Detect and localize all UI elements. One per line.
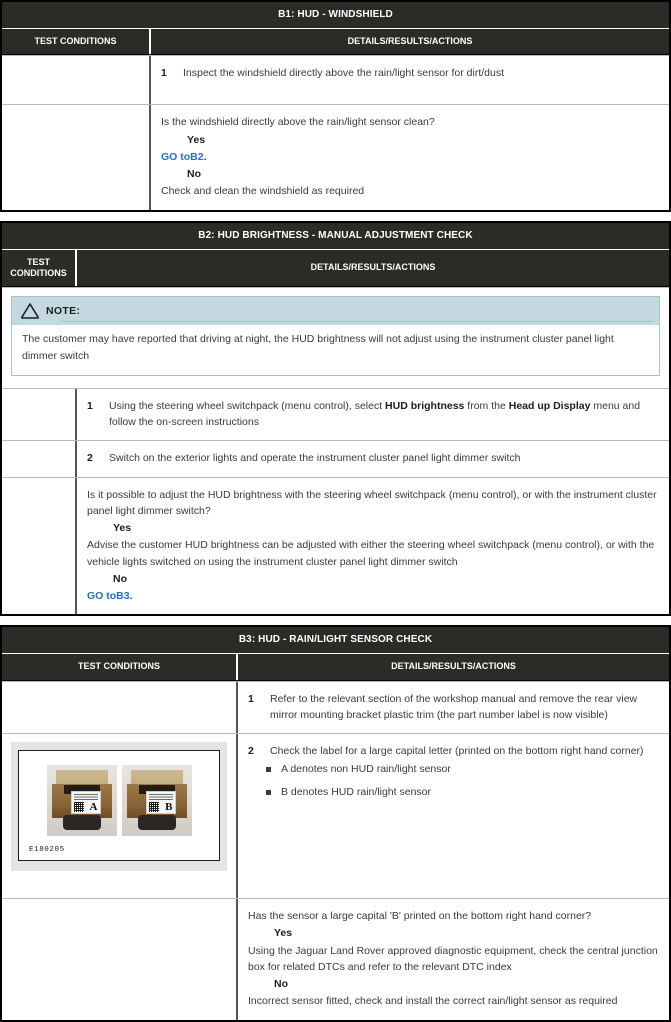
column-header-test-conditions: TEST CONDITIONS <box>2 654 238 679</box>
note-body: The customer may have reported that driving at night, the HUD brightness will not adjust using the instrument cluster panel light dimmer switch <box>12 325 659 375</box>
warning-triangle-icon <box>20 302 46 319</box>
yes-action: Advise the customer HUD brightness can be adjusted with either the steering wheel switchpack (menu control), or with the vehicle lights switched on using the instrument cluster panel light dimmer switch <box>87 539 655 568</box>
column-header-test-conditions: TEST CONDITIONS <box>2 250 77 287</box>
goto-link-suffix: . <box>203 150 207 163</box>
photo-label-datamatrix <box>149 802 159 812</box>
test-conditions-cell <box>2 682 238 734</box>
photo-part-label <box>146 791 176 814</box>
table-row <box>2 104 669 209</box>
yes-action: Using the Jaguar Land Rover approved diagnostic equipment, check the central junction box for related DTCs and refer to the relevant DTC index <box>248 944 658 973</box>
note-row <box>2 287 669 388</box>
figure-wrapper <box>2 734 236 881</box>
test-conditions-cell <box>2 389 77 441</box>
step-text-part3: menu and follow the on-screen instructions <box>109 399 641 428</box>
step <box>87 398 659 431</box>
section-b1-title: B1: HUD - WINDSHIELD <box>2 2 669 29</box>
section-spacer <box>0 212 671 221</box>
step-text: Switch on the exterior lights and operate the instrument cluster panel light dimmer switch <box>109 452 521 465</box>
step-number: 1 <box>87 399 93 412</box>
note-header <box>12 297 659 325</box>
section-b2-title: B2: HUD BRIGHTNESS - MANUAL ADJUSTMENT CHECK <box>2 223 669 250</box>
step-text: Refer to the relevant section of the workshop manual and remove the rear view mirror mounting bracket plastic trim (the part number label is now visible) <box>270 692 638 721</box>
details-cell <box>151 56 669 104</box>
table-row <box>2 55 669 104</box>
test-conditions-cell-figure <box>2 734 238 898</box>
table-row <box>2 388 669 441</box>
step-number: 2 <box>248 745 254 758</box>
details-cell <box>238 682 669 734</box>
figure-inner-frame <box>18 750 220 861</box>
details-cell <box>77 389 669 441</box>
question-text: Is the windshield directly above the rain/light sensor clean? <box>161 116 435 129</box>
no-action <box>87 588 659 604</box>
photo-label-letter: A <box>89 801 98 814</box>
note-box <box>11 296 660 376</box>
section-b1-column-headers <box>2 29 669 55</box>
step-text: Check the label for a large capital letter (printed on the bottom right hand corner) <box>270 745 644 758</box>
sensor-photo-a <box>47 765 117 836</box>
sensor-photos <box>25 765 213 836</box>
answer-no-label: No <box>113 572 127 585</box>
test-conditions-cell <box>2 441 77 476</box>
step-text-bold2: Head up Display <box>508 399 591 412</box>
column-header-details: DETAILS/RESULTS/ACTIONS <box>310 262 436 273</box>
note-label: NOTE: <box>46 304 81 317</box>
no-action: Check and clean the windshield as required <box>161 185 365 198</box>
step <box>248 691 659 724</box>
photo-sensor-base <box>138 815 176 830</box>
list-item: A denotes non HUD rain/light sensor <box>266 762 659 778</box>
no-action: Incorrect sensor fitted, check and install the correct rain/light sensor as required <box>248 995 618 1008</box>
column-header-details: DETAILS/RESULTS/ACTIONS <box>391 661 516 672</box>
step <box>87 450 659 466</box>
goto-link-b2[interactable]: GO toB2 <box>161 150 204 163</box>
step-text: Inspect the windshield directly above the rain/light sensor for dirt/dust <box>183 67 505 80</box>
goto-link-b3[interactable]: GO toB3 <box>87 590 130 603</box>
figure-caption: E180205 <box>29 846 65 855</box>
step-text <box>109 398 659 431</box>
section-b1 <box>0 0 671 212</box>
section-b3-title: B3: HUD - RAIN/LIGHT SENSOR CHECK <box>2 627 669 654</box>
step <box>248 743 659 759</box>
table-row <box>2 898 669 1020</box>
section-b2-column-headers <box>2 250 669 288</box>
sensor-photo-b <box>122 765 192 836</box>
table-row <box>2 681 669 734</box>
answer-no-label: No <box>187 168 201 181</box>
details-cell <box>151 105 669 209</box>
step-text-bold1: HUD brightness <box>385 399 465 412</box>
details-cell <box>238 734 669 898</box>
step-number: 1 <box>248 692 254 705</box>
yes-action <box>161 149 659 165</box>
step-bullet-list <box>248 762 659 801</box>
table-row <box>2 440 669 476</box>
answer-yes-label: Yes <box>274 927 293 940</box>
table-row <box>2 733 669 898</box>
answer-yes-label: Yes <box>113 522 132 535</box>
step-text-part1: Using the steering wheel switchpack (menu control), select <box>109 399 386 412</box>
step-text-part2: from the <box>464 399 509 412</box>
photo-part-label <box>71 791 101 814</box>
photo-sensor-base <box>63 815 101 830</box>
details-cell <box>77 441 669 476</box>
details-cell <box>77 478 669 615</box>
table-row <box>2 477 669 615</box>
photo-label-textlines <box>74 794 98 801</box>
step-number: 2 <box>87 452 93 465</box>
test-conditions-cell <box>2 105 151 209</box>
photo-label-textlines <box>149 794 173 801</box>
photo-label-letter: B <box>165 801 173 814</box>
test-conditions-cell <box>2 478 77 615</box>
section-b3 <box>0 625 671 1021</box>
answer-no-label: No <box>274 978 288 991</box>
goto-link-suffix: . <box>129 590 133 603</box>
column-header-details: DETAILS/RESULTS/ACTIONS <box>347 36 473 46</box>
question-text: Has the sensor a large capital 'B' printed on the bottom right hand corner? <box>248 910 592 923</box>
test-conditions-cell <box>2 56 151 104</box>
figure-outer-frame <box>11 742 227 871</box>
test-conditions-cell <box>2 899 238 1020</box>
step-number: 1 <box>161 67 167 80</box>
answer-yes-label: Yes <box>187 133 206 146</box>
list-item: B denotes HUD rain/light sensor <box>266 785 659 801</box>
section-b2 <box>0 221 671 617</box>
section-spacer <box>0 616 671 625</box>
section-b3-column-headers <box>2 654 669 680</box>
details-cell <box>238 899 669 1020</box>
step <box>161 65 659 81</box>
photo-label-datamatrix <box>74 802 84 812</box>
column-header-test-conditions: TEST CONDITIONS <box>2 29 151 54</box>
question-text: Is it possible to adjust the HUD brightness with the steering wheel switchpack (menu control), or with the instrument cluster panel light dimmer switch? <box>87 488 657 517</box>
